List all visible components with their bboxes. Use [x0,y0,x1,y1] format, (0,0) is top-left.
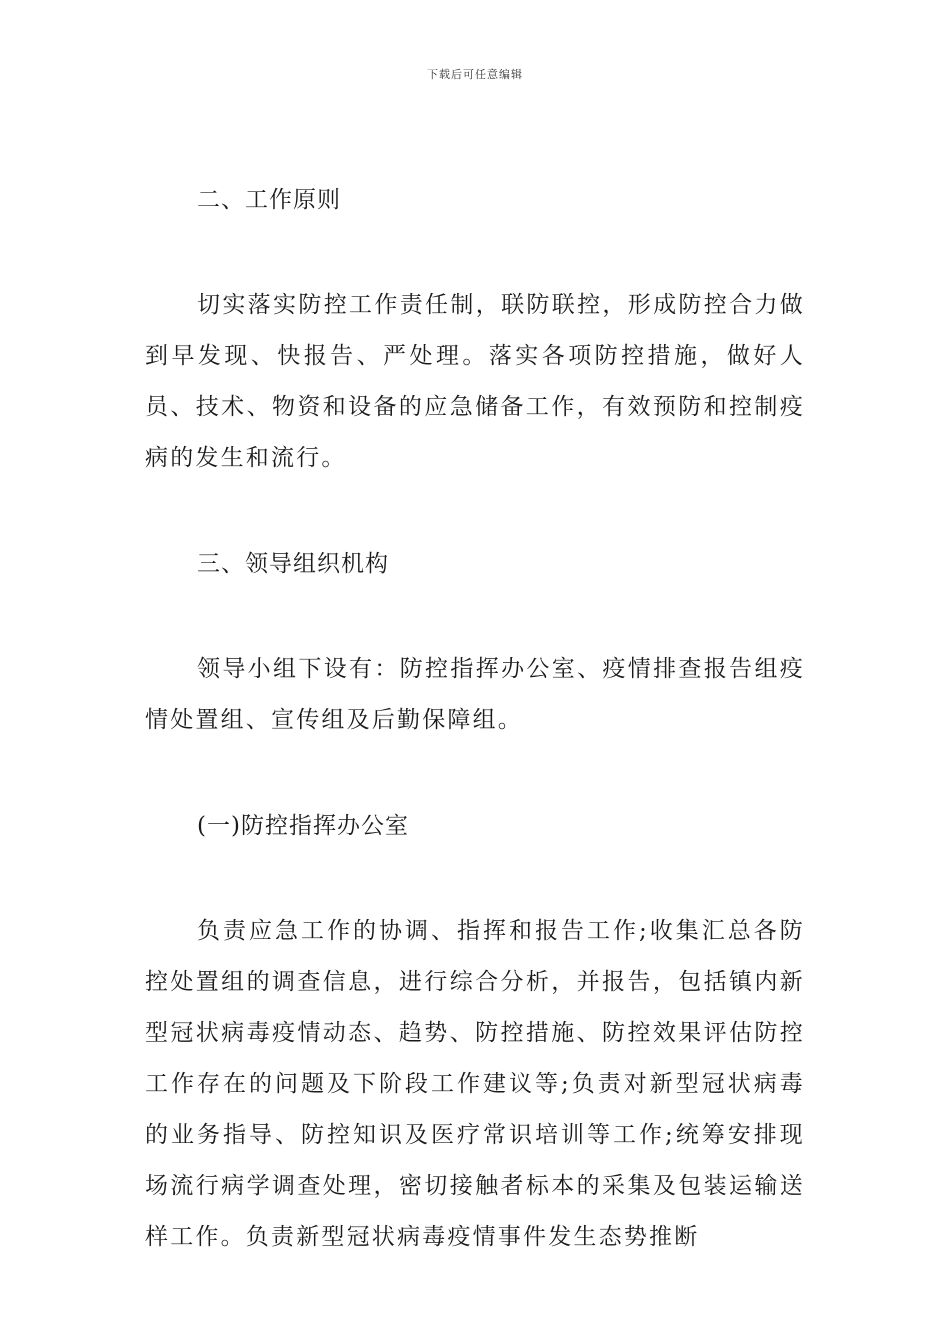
section-3-heading: 三、领导组织机构 [197,551,389,577]
section-2-heading: 二、工作原则 [197,187,341,213]
section-3-1-heading: (一)防控指挥办公室 [197,813,409,839]
header-note: 下载后可任意编辑 [427,68,523,81]
section-3-paragraph: 领导小组下设有：防控指挥办公室、疫情排查报告组疫情处置组、宣传组及后勤保障组。 [145,656,805,733]
document-body [145,174,805,1263]
section-2-paragraph: 切实落实防控工作责任制，联防联控，形成防控合力做到早发现、快报告、严处理。落实各项防控措施，做好人员、技术、物资和设备的应急储备工作，有效预防和控制疫病的发生和流行。 [145,292,805,471]
section-3-1-paragraph: 负责应急工作的协调、指挥和报告工作;收集汇总各防控处置组的调查信息，进行综合分析，并报告，包括镇内新型冠状病毒疫情动态、趋势、防控措施、防控效果评估防控工作存在的问题及下阶段工作建议等;负责对新型冠状病毒的业务指导、防控知识及医疗常识培训等工作;统筹安排现场流行病学调查处理，密切接触者标本的采集及包装运输送样工作。负责新型冠状病毒疫情事件发生态势推断 [145,918,805,1250]
